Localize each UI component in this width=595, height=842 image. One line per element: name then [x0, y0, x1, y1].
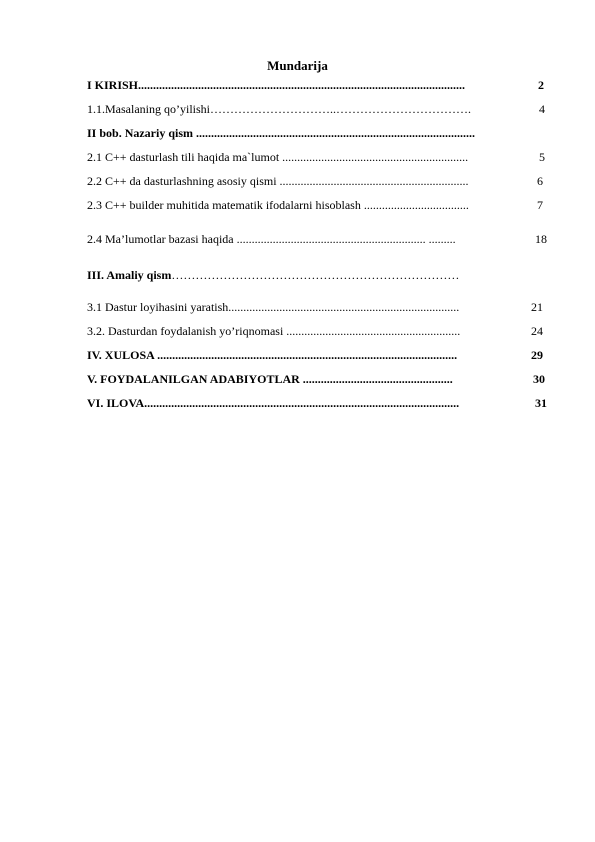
- toc-entry-page: 2: [538, 78, 544, 92]
- toc-entry-page: 24: [531, 324, 543, 338]
- toc-entry-page: 21: [531, 300, 543, 314]
- toc-entry-2-4: [87, 232, 519, 247]
- page-title: Mundarija: [267, 58, 328, 73]
- toc-entry-text: VI. ILOVA.........................................................................................................: [87, 396, 460, 410]
- toc-entry-page: 7: [537, 198, 543, 212]
- toc-entry-text: I KIRISH.............................................................................................................: [87, 78, 466, 92]
- toc-entry-2-3: [87, 198, 535, 213]
- toc-entry-text: 3.1 Dastur loyihasini yaratish.............................................................................: [87, 300, 460, 314]
- toc-entry-text: 2.1 C++ dasturlash tili haqida ma`lumot ..............................................................: [87, 150, 469, 164]
- toc-entry-text: 3.2. Dasturdan foydalanish yo’riqnomasi ..........................................................: [87, 324, 461, 338]
- toc-entry-page: 30: [533, 372, 545, 386]
- toc-entry-page: 4: [539, 102, 545, 116]
- toc-entry-3-1: [87, 300, 533, 315]
- toc-entry-masala: [87, 102, 533, 117]
- toc-entry-2-1: [87, 150, 537, 165]
- toc-entry-page: 31: [535, 396, 547, 410]
- toc-entry-page: 5: [539, 150, 545, 164]
- toc-entry-text: II bob. Nazariy qism .............................................................................................: [87, 126, 476, 140]
- toc-entry-page: 6: [537, 174, 543, 188]
- toc-entry-text: IV. XULOSA ....................................................................................................: [87, 348, 458, 362]
- toc-entry-nazariy: [87, 126, 533, 141]
- toc-entry-kirish: [87, 78, 527, 93]
- toc-entry-page: 29: [531, 348, 543, 362]
- toc-entry-leader: ………………………………………………………………: [171, 268, 460, 282]
- toc-entry-page: 18: [535, 232, 547, 246]
- toc-entry-text: 2.2 C++ da dasturlashning asosiy qismi ...............................................................: [87, 174, 469, 188]
- toc-entry-text: 2.4 Ma’lumotlar bazasi haqida ............................................................... .........: [87, 232, 456, 246]
- toc-entry-amaliy: [87, 266, 517, 284]
- toc-entry-adabiyotlar: [87, 372, 525, 387]
- toc-entry-text: III. Amaliy qism: [87, 268, 172, 282]
- toc-entry-text: 2.3 C++ builder muhitida matematik ifodalarni hisoblash ...................................: [87, 198, 469, 212]
- toc-entry-ilova: [87, 396, 531, 411]
- toc-entry-3-2: [87, 324, 533, 339]
- toc-entry-text: 1.1.Masalaning qo’yilishi…………………………..…………………………….: [87, 102, 471, 116]
- toc-entry-text: V. FOYDALANILGAN ADABIYOTLAR ..................................................: [87, 372, 453, 386]
- toc-entry-2-2: [87, 174, 535, 189]
- toc-entry-xulosa: [87, 348, 527, 363]
